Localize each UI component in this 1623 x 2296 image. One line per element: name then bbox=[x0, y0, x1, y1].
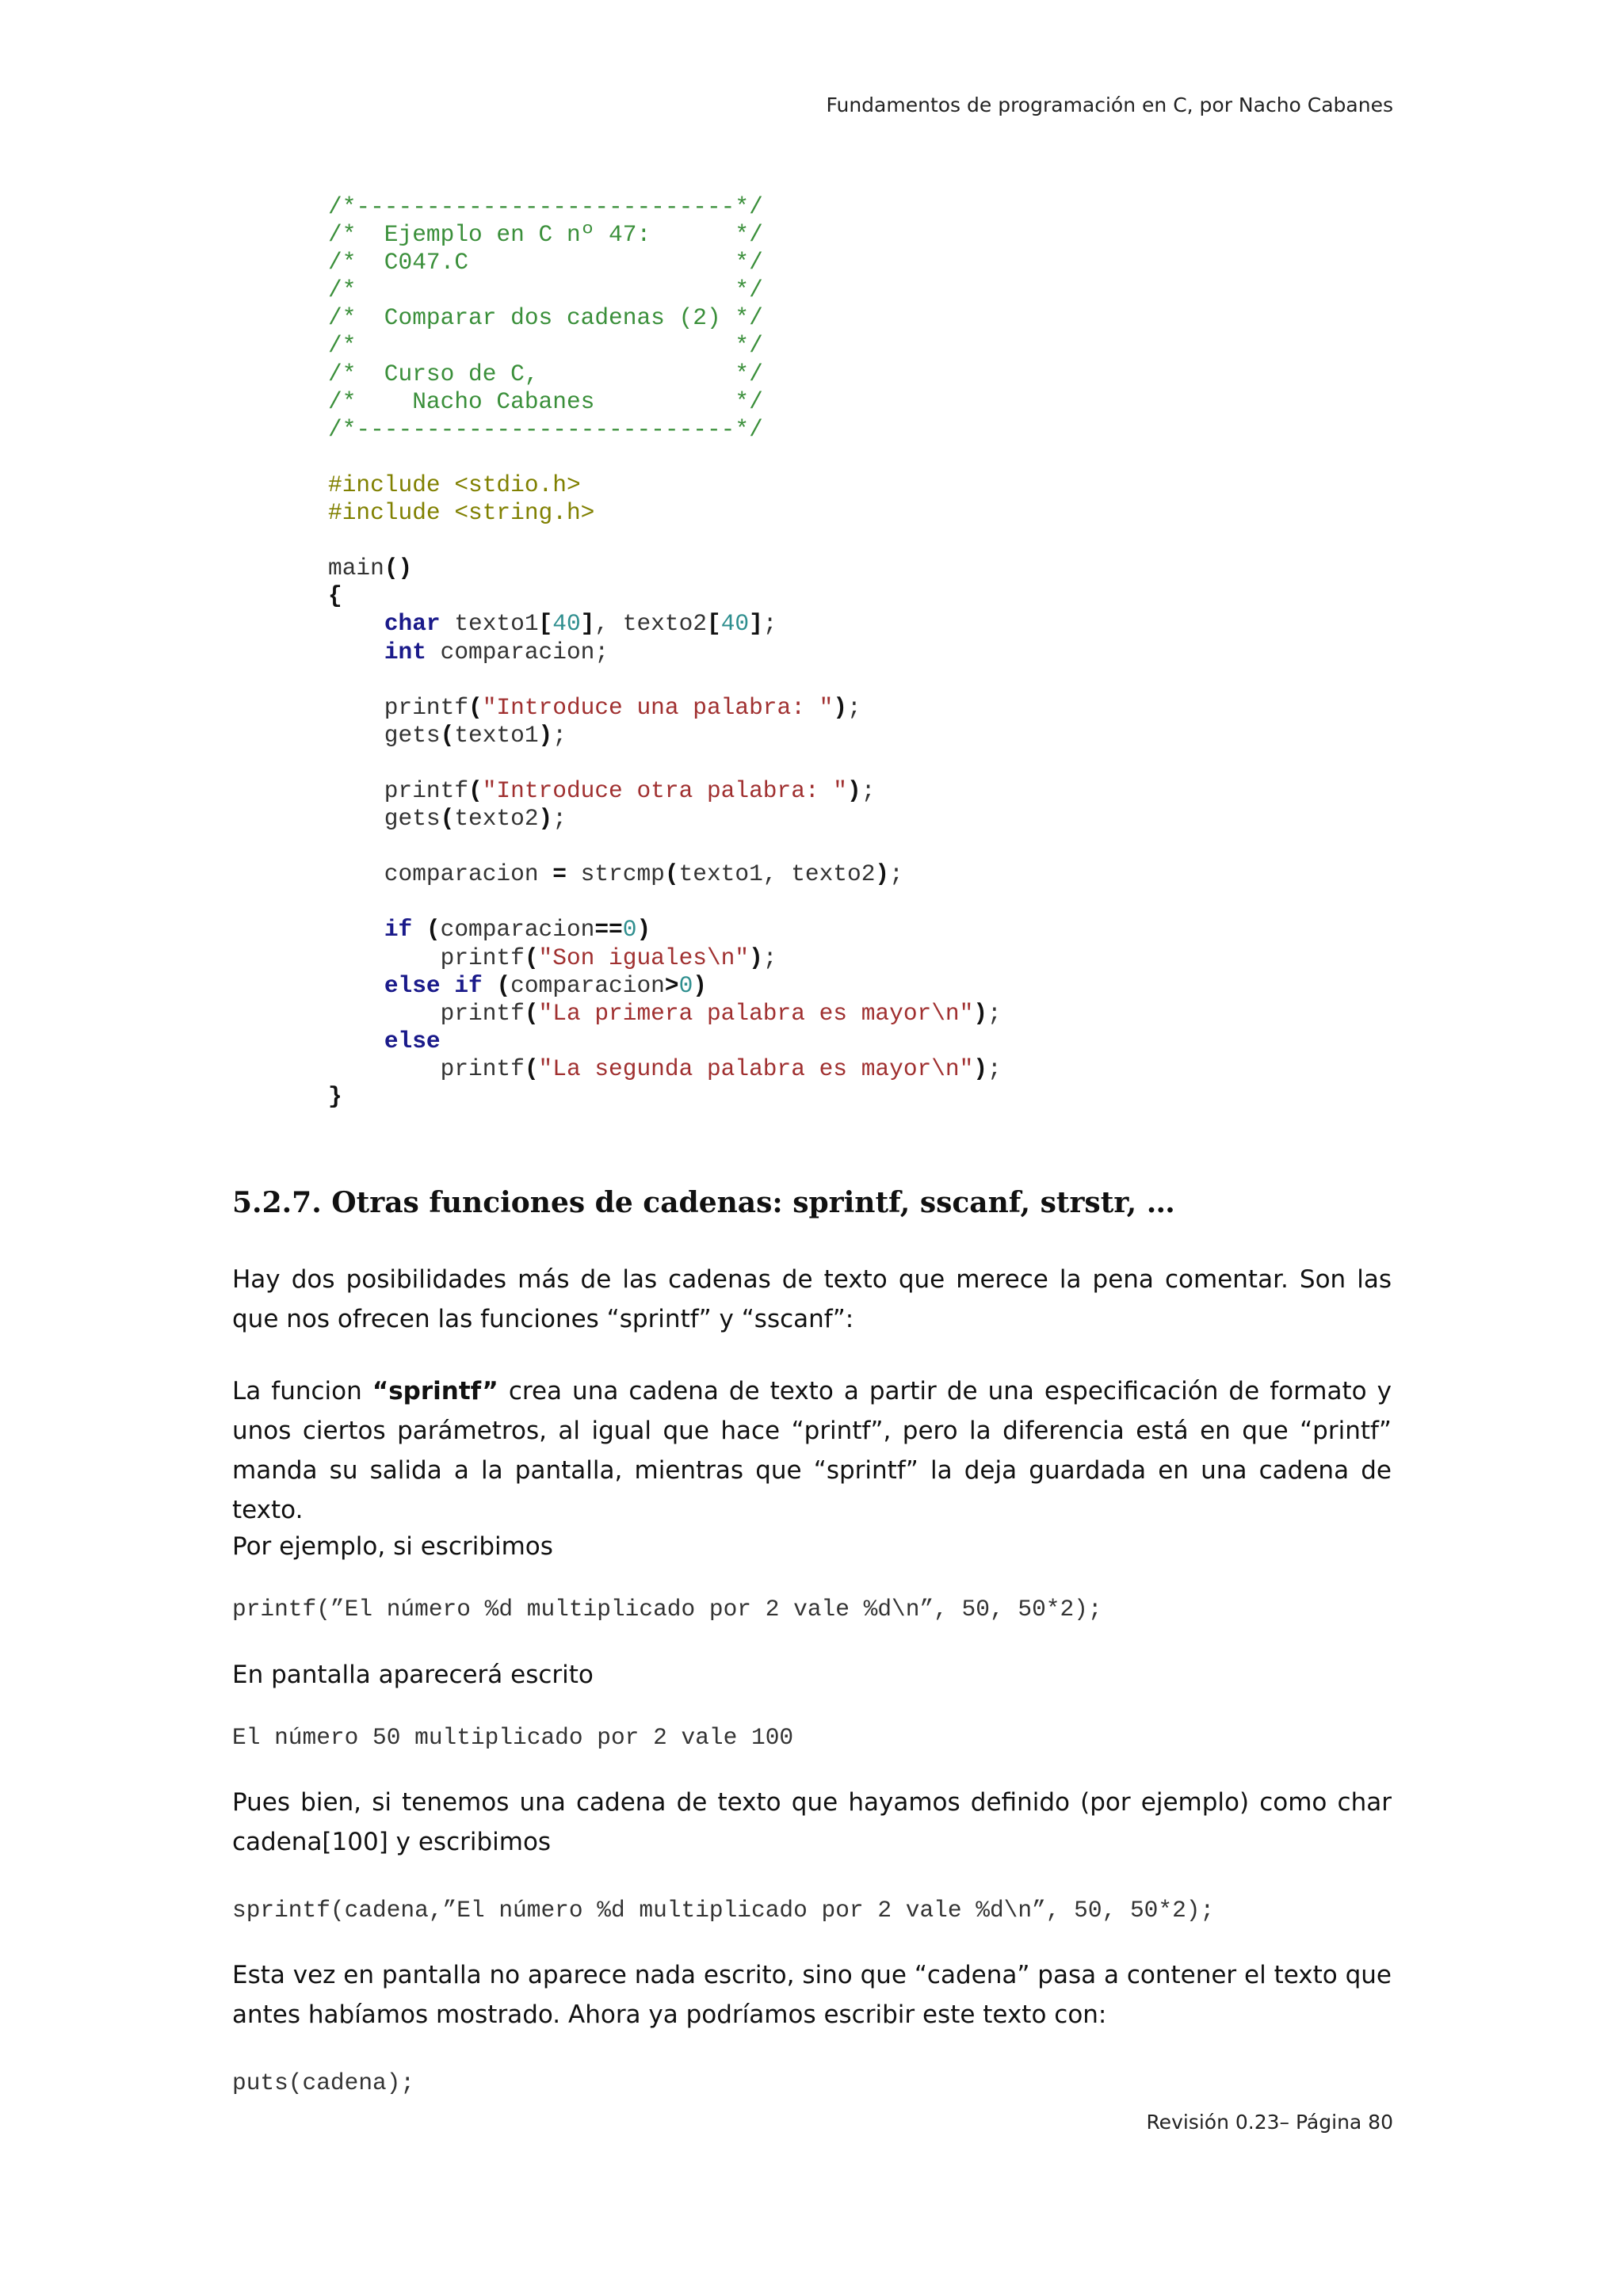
code-token: ) bbox=[538, 721, 553, 749]
code-token bbox=[483, 972, 497, 999]
code-token: char bbox=[384, 610, 441, 638]
code-line bbox=[328, 388, 1002, 416]
code-line bbox=[328, 277, 1002, 304]
paragraph-example: Por ejemplo, si escribimos bbox=[232, 1532, 553, 1561]
paragraph-sprintf-prefix: La funcion bbox=[232, 1377, 372, 1405]
code-token: ) bbox=[693, 971, 707, 999]
code-token: comparacion bbox=[328, 860, 553, 888]
code-token: == bbox=[594, 916, 623, 944]
code-line bbox=[328, 444, 1002, 471]
code-token: ( bbox=[468, 693, 483, 721]
code-token: ; bbox=[987, 1055, 1002, 1082]
code-line bbox=[328, 1055, 1002, 1083]
code-token: ; bbox=[861, 776, 876, 804]
code-line bbox=[328, 888, 1002, 916]
code-token: ; bbox=[847, 693, 861, 721]
code-token: ( bbox=[524, 1055, 539, 1082]
code-token: "Introduce una palabra: " bbox=[482, 693, 834, 721]
code-token bbox=[328, 972, 384, 999]
code-token: ; bbox=[889, 860, 903, 888]
code-line bbox=[328, 249, 1002, 277]
code-line bbox=[328, 694, 1002, 722]
code-token: /* */ bbox=[328, 277, 763, 304]
code-line bbox=[328, 499, 1002, 527]
code-token: = bbox=[552, 860, 567, 888]
code-token: texto2 bbox=[454, 805, 539, 833]
code-token: , texto2 bbox=[594, 610, 707, 638]
code-token: /*---------------------------*/ bbox=[328, 193, 763, 220]
code-line bbox=[328, 527, 1002, 555]
code-line bbox=[328, 860, 1002, 888]
code-line bbox=[328, 304, 1002, 332]
code-token: ( bbox=[440, 805, 455, 833]
code-token: printf bbox=[328, 999, 525, 1027]
code-token: ; bbox=[762, 610, 777, 638]
code-example-printf: printf(”El número %d multiplicado por 2 vale %d\n”, 50, 50*2); bbox=[232, 1596, 1102, 1623]
code-line bbox=[328, 1083, 1002, 1111]
code-line bbox=[328, 555, 1002, 582]
code-token bbox=[328, 916, 384, 943]
code-token: /* Comparar dos cadenas (2) */ bbox=[328, 304, 763, 332]
code-token: ( bbox=[468, 776, 483, 804]
section-title: 5.2.7. Otras funciones de cadenas: sprintf, sscanf, strstr, … bbox=[232, 1186, 1175, 1219]
code-token: ) bbox=[847, 776, 861, 804]
code-output: El número 50 multiplicado por 2 vale 100 bbox=[232, 1724, 794, 1751]
code-token: () bbox=[384, 555, 413, 582]
code-token: "Son iguales\n" bbox=[538, 944, 750, 971]
code-token bbox=[328, 1028, 384, 1055]
code-token: texto1 bbox=[440, 610, 539, 638]
code-token: comparacion; bbox=[426, 638, 609, 666]
code-token: ) bbox=[749, 944, 763, 971]
code-token: ; bbox=[552, 721, 567, 749]
code-token: gets bbox=[328, 721, 441, 749]
code-token: ( bbox=[440, 721, 455, 749]
code-listing bbox=[328, 193, 1002, 1111]
code-line bbox=[328, 777, 1002, 805]
code-token: printf bbox=[328, 693, 469, 721]
code-token: "La primera palabra es mayor\n" bbox=[538, 999, 974, 1027]
code-token: printf bbox=[328, 776, 469, 804]
code-token: /* Curso de C, */ bbox=[328, 360, 763, 387]
page-footer: Revisión 0.23– Página 80 bbox=[1146, 2111, 1393, 2134]
code-token: #include <string.h> bbox=[328, 499, 595, 527]
code-token: /* */ bbox=[328, 332, 763, 360]
code-token: ; bbox=[552, 805, 567, 833]
code-token: ( bbox=[524, 944, 539, 971]
code-line bbox=[328, 944, 1002, 972]
code-token: ] bbox=[749, 610, 763, 638]
code-token: > bbox=[664, 971, 679, 999]
code-line bbox=[328, 332, 1002, 360]
code-token: } bbox=[328, 1083, 342, 1110]
code-example-sprintf: sprintf(cadena,”El número %d multiplicado por 2 vale %d\n”, 50, 50*2); bbox=[232, 1897, 1215, 1924]
code-token: gets bbox=[328, 805, 441, 833]
code-line bbox=[328, 639, 1002, 666]
sprintf-term: “sprintf” bbox=[372, 1377, 498, 1405]
code-token: ; bbox=[987, 999, 1002, 1027]
code-token: /* Ejemplo en C nº 47: */ bbox=[328, 221, 763, 249]
code-line bbox=[328, 805, 1002, 833]
code-token: comparacion bbox=[510, 971, 665, 999]
code-token: ( bbox=[524, 999, 539, 1027]
code-token: ( bbox=[426, 916, 441, 944]
code-token: [ bbox=[538, 610, 553, 638]
code-token: texto1, texto2 bbox=[678, 860, 876, 888]
code-token: { bbox=[328, 582, 342, 610]
code-token: ) bbox=[636, 916, 651, 944]
code-token: /*---------------------------*/ bbox=[328, 415, 763, 443]
code-token: ) bbox=[875, 860, 890, 888]
code-line bbox=[328, 193, 1002, 221]
code-token: printf bbox=[328, 1055, 525, 1082]
paragraph-sprintf bbox=[232, 1371, 1392, 1530]
code-token: else if bbox=[384, 971, 483, 999]
code-token: ) bbox=[833, 693, 848, 721]
code-token: "Introduce otra palabra: " bbox=[482, 776, 848, 804]
code-token: main bbox=[328, 555, 384, 582]
code-token: 40 bbox=[552, 610, 581, 638]
code-token: ; bbox=[762, 944, 777, 971]
code-token: ) bbox=[538, 805, 553, 833]
paragraph-cadena: Pues bien, si tenemos una cadena de texto que hayamos definido (por ejemplo) como char cadena[100] y escribimos bbox=[232, 1788, 1392, 1856]
code-line bbox=[328, 916, 1002, 944]
code-line bbox=[328, 1028, 1002, 1055]
code-token: ) bbox=[973, 1055, 988, 1082]
code-token bbox=[328, 639, 384, 666]
code-line bbox=[328, 360, 1002, 388]
code-token: ) bbox=[973, 999, 988, 1027]
code-token: if bbox=[384, 916, 413, 944]
code-token: comparacion bbox=[440, 916, 595, 944]
code-line bbox=[328, 416, 1002, 444]
code-token: ] bbox=[580, 610, 595, 638]
code-token bbox=[328, 610, 384, 637]
code-token: int bbox=[384, 638, 426, 666]
code-line bbox=[328, 749, 1002, 777]
code-line bbox=[328, 666, 1002, 694]
paragraph-intro: Hay dos posibilidades más de las cadenas de texto que merece la pena comentar. Son las que nos ofrecen las funciones “sprintf” y “sscanf”: bbox=[232, 1265, 1392, 1333]
code-token: #include <stdio.h> bbox=[328, 471, 581, 498]
paragraph-output: En pantalla aparecerá escrito bbox=[232, 1661, 594, 1689]
code-token: ( bbox=[496, 971, 511, 999]
code-token: ( bbox=[664, 860, 679, 888]
code-token: texto1 bbox=[454, 721, 539, 749]
code-example-puts: puts(cadena); bbox=[232, 2069, 415, 2096]
paragraph-sprintf-rest: crea una cadena de texto a partir de una especificación de formato y unos ciertos parámetros, al igual que hace “printf”, pero la diferencia está en que “printf” manda su salida a la pantalla, mientras que “sprintf” la deja guardada en una cadena de texto. bbox=[232, 1377, 1392, 1524]
code-token: 0 bbox=[678, 971, 693, 999]
code-line bbox=[328, 610, 1002, 638]
code-token: "La segunda palabra es mayor\n" bbox=[538, 1055, 974, 1082]
running-header: Fundamentos de programación en C, por Nacho Cabanes bbox=[826, 93, 1393, 116]
code-line bbox=[328, 1000, 1002, 1028]
code-line bbox=[328, 833, 1002, 860]
code-token: /* C047.C */ bbox=[328, 249, 763, 277]
code-line bbox=[328, 471, 1002, 499]
code-line bbox=[328, 221, 1002, 249]
code-token: [ bbox=[706, 610, 721, 638]
code-token bbox=[412, 916, 426, 943]
code-token: 40 bbox=[720, 610, 750, 638]
code-token: else bbox=[384, 1027, 441, 1055]
code-line bbox=[328, 582, 1002, 610]
code-token: printf bbox=[328, 944, 525, 971]
code-token: strcmp bbox=[566, 860, 665, 888]
code-token: /* Nacho Cabanes */ bbox=[328, 387, 763, 415]
code-token: 0 bbox=[622, 916, 637, 944]
code-line bbox=[328, 972, 1002, 1000]
paragraph-result: Esta vez en pantalla no aparece nada escrito, sino que “cadena” pasa a contener el texto que antes habíamos mostrado. Ahora ya podríamos escribir este texto con: bbox=[232, 1961, 1392, 2029]
code-line bbox=[328, 722, 1002, 749]
